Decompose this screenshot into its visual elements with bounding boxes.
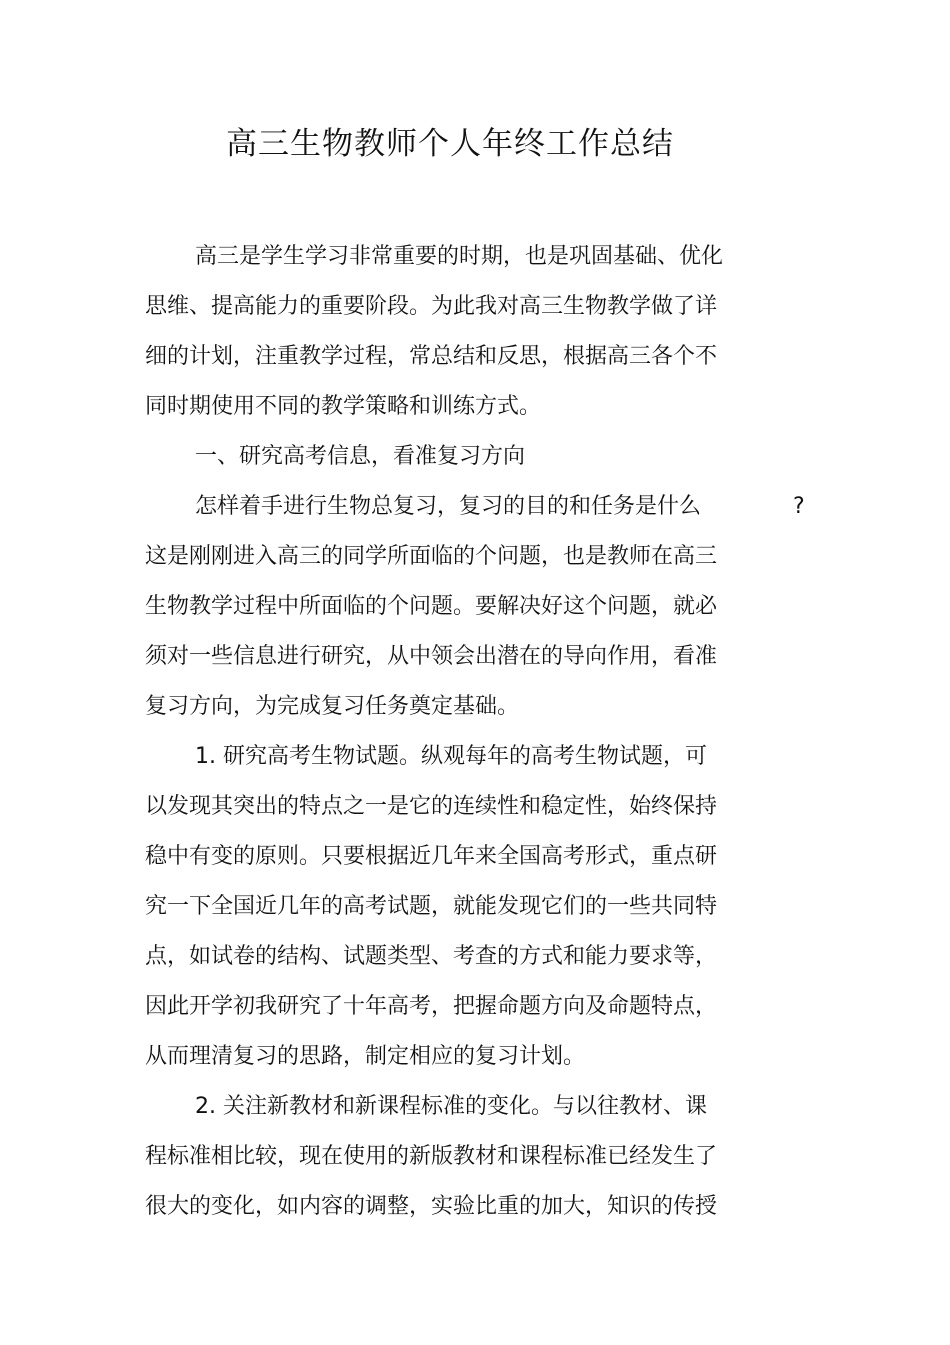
text-line-13: 稳中有变的原则。只要根据近几年来全国高考形式，重点研 xyxy=(145,844,718,869)
text-line-15: 点，如试卷的结构、试题类型、考查的方式和能力要求等， xyxy=(145,944,718,969)
text-line-10: 复习方向，为完成复习任务奠定基础。 xyxy=(145,694,520,719)
text-line-14: 究一下全国近几年的高考试题，就能发现它们的一些共同特 xyxy=(145,894,718,919)
text-line-4: 同时期使用不同的教学策略和训练方式。 xyxy=(145,394,542,419)
text-line-16: 因此开学初我研究了十年高考，把握命题方向及命题特点， xyxy=(145,994,718,1019)
text-line-8: 生物教学过程中所面临的个问题。要解决好这个问题，就必 xyxy=(145,594,718,619)
text-line-7: 这是刚刚进入高三的同学所面临的个问题，也是教师在高三 xyxy=(145,544,718,569)
text-line-6: 怎样着手进行生物总复习，复习的目的和任务是什么 xyxy=(195,494,702,519)
text-line-1: 高三是学生学习非常重要的时期，也是巩固基础、优化 xyxy=(195,244,724,269)
text-line-20: 很大的变化，如内容的调整，实验比重的加大，知识的传授 xyxy=(145,1194,718,1219)
text-line-11: 1. 研究高考生物试题。纵观每年的高考生物试题，可 xyxy=(195,744,707,769)
text-line-19: 程标准相比较，现在使用的新版教材和课程标准已经发生了 xyxy=(145,1144,718,1169)
text-line-2: 思维、提高能力的重要阶段。为此我对高三生物教学做了详 xyxy=(145,294,718,319)
text-line-9: 须对一些信息进行研究，从中领会出潜在的导向作用，看准 xyxy=(145,644,718,669)
document-title: 高三生物教师个人年终工作总结 xyxy=(226,126,674,162)
text-line-18: 2. 关注新教材和新课程标准的变化。与以往教材、课 xyxy=(195,1094,707,1119)
section-heading-1: 一、研究高考信息，看准复习方向 xyxy=(195,444,526,469)
text-line-12: 以发现其突出的特点之一是它的连续性和稳定性，始终保持 xyxy=(145,794,718,819)
text-line-3: 细的计划，注重教学过程，常总结和反思，根据高三各个不 xyxy=(145,344,718,369)
question-mark: ? xyxy=(793,494,805,519)
text-line-17: 从而理清复习的思路，制定相应的复习计划。 xyxy=(145,1044,586,1069)
